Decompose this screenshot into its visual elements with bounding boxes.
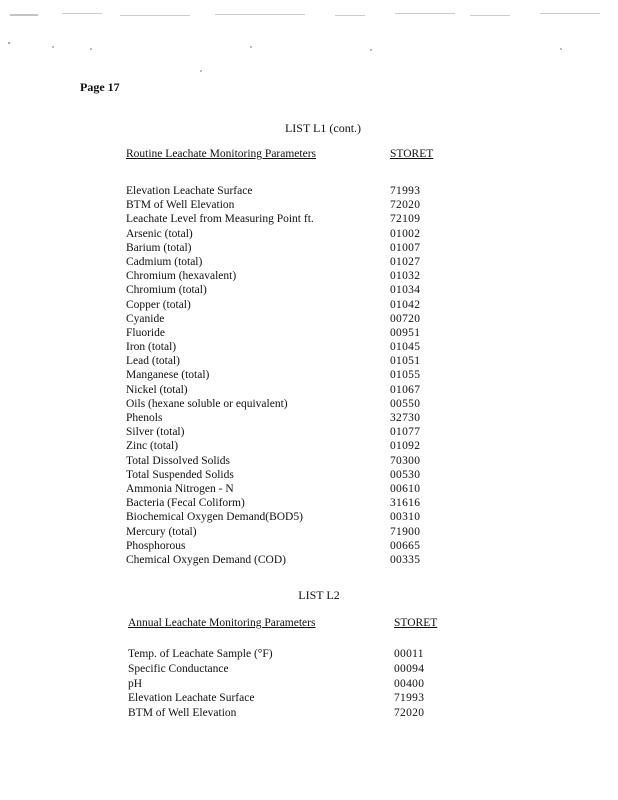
storet-code: 00610 [390, 482, 421, 495]
parameter-name: Bacteria (Fecal Coliform) [126, 497, 245, 510]
parameter-name: Copper (total) [126, 298, 191, 311]
column-header-storet: STORET [394, 617, 438, 629]
storet-code: 72020 [390, 199, 421, 212]
parameter-name: Nickel (total) [126, 383, 188, 396]
storet-code: 01034 [390, 284, 421, 297]
storet-code: 00011 [394, 648, 424, 660]
storet-code: 00951 [390, 326, 421, 339]
table-row [126, 454, 446, 468]
storet-code: 70300 [390, 454, 421, 467]
column-header-parameter: Annual Leachate Monitoring Parameters [128, 617, 316, 629]
parameter-name: Total Dissolved Solids [126, 454, 230, 467]
storet-code: 71993 [390, 185, 421, 197]
table-header [126, 148, 446, 162]
table-row [126, 312, 446, 326]
storet-code: 01007 [390, 241, 421, 254]
table-row [126, 354, 446, 368]
storet-code: 32730 [390, 412, 421, 424]
table-row [126, 383, 446, 397]
table-row [126, 212, 446, 226]
storet-code: 00400 [394, 677, 425, 690]
parameter-name: Oils (hexane soluble or equivalent) [126, 397, 288, 410]
table-row [126, 411, 446, 425]
parameter-name: Elevation Leachate Surface [126, 185, 253, 197]
parameter-name: pH [128, 677, 143, 690]
list-l1-title: LIST L1 (cont.) [284, 121, 362, 135]
parameter-name: BTM of Well Elevation [126, 199, 235, 212]
parameter-name: Barium (total) [126, 241, 192, 254]
parameter-name: Fluoride [126, 326, 165, 339]
table-row [126, 510, 446, 524]
table-row [126, 326, 446, 340]
parameter-name: Temp. of Leachate Sample (°F) [128, 648, 273, 660]
scan-noise-header [0, 0, 618, 70]
parameter-name: Silver (total) [126, 426, 185, 439]
parameter-name: Cyanide [126, 312, 165, 325]
table-row [126, 525, 446, 539]
table-row [126, 482, 446, 496]
table-body [126, 184, 446, 567]
storet-code: 01002 [390, 227, 421, 240]
parameter-name: Iron (total) [126, 341, 177, 354]
storet-code: 71993 [394, 692, 425, 705]
storet-code: 31616 [390, 497, 421, 510]
table-row [126, 425, 446, 439]
column-header-parameter: Routine Leachate Monitoring Parameters [126, 148, 317, 160]
parameter-name: Phenols [126, 412, 163, 424]
table-body [128, 647, 448, 721]
table-row [128, 662, 448, 677]
parameter-name: Chemical Oxygen Demand (COD) [126, 553, 287, 566]
table-row [126, 283, 446, 297]
table-row [126, 241, 446, 255]
parameter-name: Mercury (total) [126, 525, 197, 538]
parameter-name: Leachate Level from Measuring Point ft. [126, 213, 314, 226]
routine-parameters-table [126, 148, 446, 567]
parameter-name: Manganese (total) [126, 369, 210, 382]
page-number: Page 17 [80, 80, 120, 94]
storet-code: 01055 [390, 369, 421, 382]
table-row [126, 496, 446, 510]
table-row [126, 198, 446, 212]
table-row [126, 255, 446, 269]
storet-code: 00310 [390, 511, 421, 524]
parameter-name: Cadmium (total) [126, 255, 203, 268]
storet-code: 01067 [390, 383, 421, 396]
table-row [128, 647, 448, 662]
storet-code: 00335 [390, 553, 421, 566]
parameter-name: Total Suspended Solids [126, 468, 234, 481]
storet-code: 00550 [390, 397, 421, 410]
storet-code: 01077 [390, 426, 421, 439]
table-row [128, 691, 448, 706]
table-row [126, 227, 446, 241]
table-row [126, 553, 446, 567]
storet-code: 71900 [390, 525, 421, 538]
parameter-name: Specific Conductance [128, 662, 229, 675]
list-l2-title: LIST L2 [298, 588, 340, 602]
table-header [128, 617, 448, 631]
table-row [126, 439, 446, 453]
table-row [126, 298, 446, 312]
storet-code: 01032 [390, 270, 421, 283]
table-row [128, 677, 448, 692]
storet-code: 01045 [390, 341, 421, 354]
storet-code: 01051 [390, 355, 421, 368]
table-row [126, 397, 446, 411]
storet-code: 01027 [390, 255, 421, 268]
parameter-name: Elevation Leachate Surface [128, 692, 255, 705]
parameter-name: Phosphorous [126, 539, 186, 552]
table-row [126, 340, 446, 354]
storet-code: 00720 [390, 312, 421, 325]
storet-code: 00094 [394, 662, 425, 675]
table-row [126, 269, 446, 283]
storet-code: 72020 [394, 707, 425, 720]
parameter-name: Zinc (total) [126, 440, 179, 453]
parameter-name: Ammonia Nitrogen - N [126, 482, 234, 495]
table-row [126, 539, 446, 553]
storet-code: 72109 [390, 213, 421, 226]
parameter-name: BTM of Well Elevation [128, 707, 237, 720]
parameter-name: Arsenic (total) [126, 227, 193, 240]
storet-code: 01042 [390, 298, 421, 311]
parameter-name: Lead (total) [126, 355, 180, 368]
table-row [128, 706, 448, 721]
parameter-name: Chromium (hexavalent) [126, 270, 237, 283]
column-header-storet: STORET [390, 148, 434, 160]
table-row [126, 184, 446, 198]
storet-code: 00665 [390, 539, 421, 552]
parameter-name: Biochemical Oxygen Demand(BOD5) [126, 511, 303, 524]
table-row [126, 368, 446, 382]
storet-code: 01092 [390, 440, 421, 453]
storet-code: 00530 [390, 468, 421, 481]
parameter-name: Chromium (total) [126, 284, 207, 297]
annual-parameters-table [128, 617, 448, 721]
table-row [126, 468, 446, 482]
